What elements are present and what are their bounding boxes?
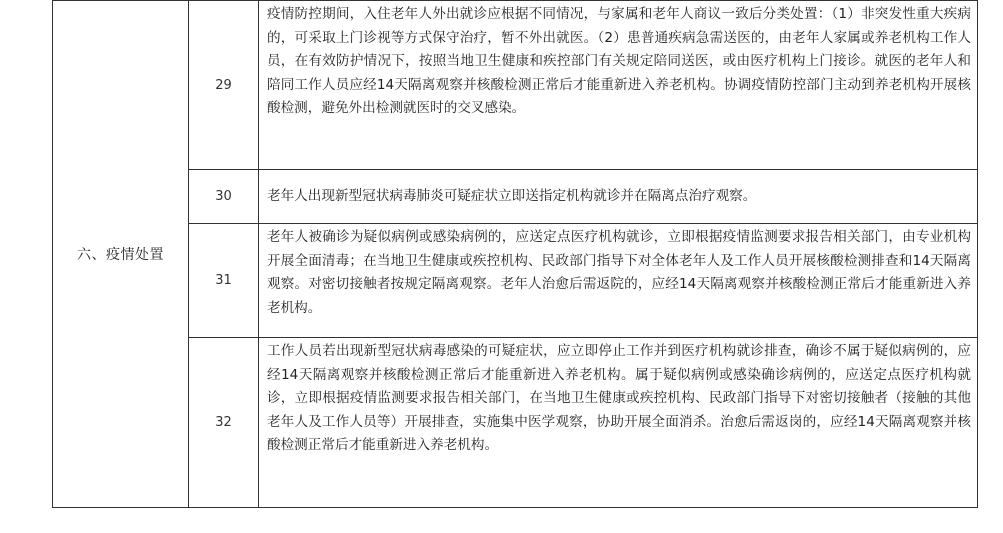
item-content: 工作人员若出现新型冠状病毒感染的可疑症状，应立即停止工作并到医疗机构就诊排查，确诊不属于疑似病例的，应经14天隔离观察并核酸检测正常后才能重新进入养老机构。属于疑似病例或感染确诊病例的，应送定点医疗机构就诊，立即根据疫情监测要求报告相关部门，在当地卫生健康或疾控机构、民政部门指导下对密切接触者（接触的其他老年人及工作人员等）开展排查，实施集中医学观察，协助开展全面消杀。治愈后需返岗的，应经14天隔离观察并核酸检测正常后才能重新进入养老机构。 — [259, 338, 978, 508]
category-cell: 六、疫情处置 — [53, 1, 189, 508]
item-content: 老年人出现新型冠状病毒肺炎可疑症状立即送指定机构就诊并在隔离点治疗观察。 — [259, 170, 978, 224]
table-row — [53, 338, 978, 508]
table-row — [53, 1, 978, 170]
item-number: 30 — [189, 170, 259, 224]
item-number: 31 — [189, 224, 259, 338]
epidemic-measures-table — [52, 0, 978, 508]
item-content: 老年人被确诊为疑似病例或感染病例的，应送定点医疗机构就诊，立即根据疫情监测要求报告相关部门，由专业机构开展全面清毒；在当地卫生健康或疾控机构、民政部门指导下对全体老年人及工作人员开展核酸检测排查和14天隔离观察。对密切接触者按规定隔离观察。老年人治愈后需返院的，应经14天隔离观察并核酸检测正常后才能重新进入养老机构。 — [259, 224, 978, 338]
item-content: 疫情防控期间，入住老年人外出就诊应根据不同情况，与家属和老年人商议一致后分类处置：（1）非突发性重大疾病的，可采取上门诊视等方式保守治疗，暂不外出就医。（2）患普通疾病急需送医的，由老年人家属或养老机构工作人员，在有效防护情况下，按照当地卫生健康和疾控部门有关规定陪同送医，或由医疗机构上门接诊。就医的老年人和陪同工作人员应经14天隔离观察并核酸检测正常后才能重新进入养老机构。协调疫情防控部门主动到养老机构开展核酸检测，避免外出检测就医时的交叉感染。 — [259, 1, 978, 170]
table-row — [53, 224, 978, 338]
table-row — [53, 170, 978, 224]
item-number: 32 — [189, 338, 259, 508]
item-number: 29 — [189, 1, 259, 170]
